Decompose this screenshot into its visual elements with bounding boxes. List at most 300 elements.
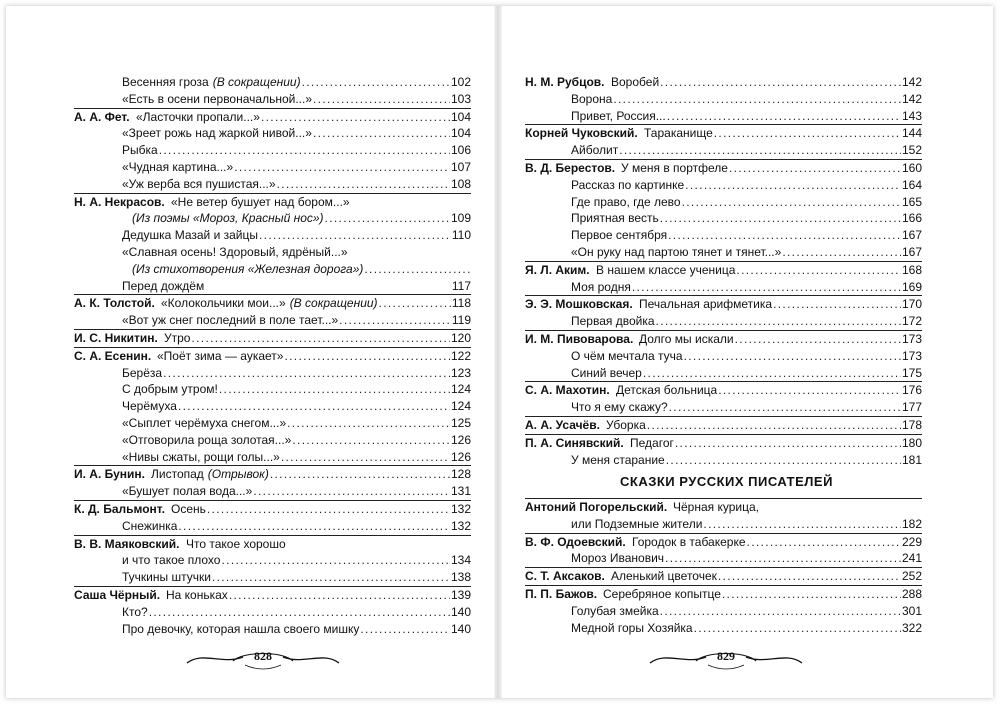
toc-page-number: 180: [901, 435, 922, 450]
toc-page-number: 165: [901, 194, 922, 209]
dot-leader: [718, 568, 901, 585]
toc-title: «Вот уж снег последний в поле тает...»: [122, 313, 339, 328]
toc-title: Мороз Иванович: [571, 551, 665, 566]
toc-author: Корней Чуковский.: [525, 126, 638, 141]
toc-row: [525, 416, 922, 434]
dot-leader: [234, 159, 450, 176]
dot-leader: [718, 382, 901, 399]
dot-leader: [735, 331, 901, 348]
toc-entry: [122, 227, 471, 244]
toc-author: Антоний Погорельский.: [525, 500, 668, 514]
toc-row: [74, 193, 471, 211]
toc-page-number: 104: [450, 109, 471, 124]
left-folio: [183, 643, 343, 671]
toc-entry: [122, 483, 471, 500]
dot-leader: [682, 194, 901, 211]
dot-leader: [302, 74, 450, 91]
toc-title: «Уж верба вся пушистая...»: [122, 176, 276, 191]
toc-author: В. Ф. Одоевский.: [525, 534, 626, 549]
toc-entry: [673, 499, 922, 516]
toc-entry: [122, 415, 471, 432]
toc-author: С. Т. Аксаков.: [525, 569, 605, 584]
toc-row: [525, 550, 922, 567]
toc-page-number: 164: [901, 177, 922, 192]
toc-author: К. Д. Бальмонт.: [74, 501, 165, 516]
dot-leader: [668, 227, 901, 244]
toc-title: «Отговорила роща золотая...»: [122, 432, 292, 447]
toc-row: [74, 312, 471, 329]
dot-leader: [643, 365, 901, 382]
toc-title: «Есть в осени первоначальной...»: [122, 91, 313, 106]
toc-title: Тучкины штучки: [122, 570, 211, 585]
dot-leader: [364, 261, 470, 278]
toc-title: «Колокольчики мои...»: [161, 296, 286, 311]
toc-row: [74, 381, 471, 398]
toc-page-number: 117: [451, 278, 471, 293]
toc-author: В. Д. Берестов.: [525, 160, 616, 175]
dot-leader: [613, 91, 901, 108]
toc-author: Н. М. Рубцов.: [525, 75, 605, 89]
toc-title: (Из поэмы «Мороз, Красный нос»): [132, 211, 324, 226]
dot-leader: [212, 569, 450, 586]
toc-title: Печальная арифметика: [639, 297, 773, 312]
toc-page-number: 177: [901, 400, 922, 415]
toc-title: В нашем классе ученица: [596, 262, 736, 277]
toc-entry: [611, 568, 922, 585]
toc-entry: [122, 74, 471, 91]
toc-row: [525, 330, 922, 348]
toc-entry: [632, 534, 922, 551]
dot-leader: [722, 586, 901, 603]
toc-row: [74, 329, 471, 347]
toc-title: «Нивы сжаты, рощи голы...»: [122, 449, 280, 464]
dot-leader: [729, 160, 901, 177]
toc-row: [74, 347, 471, 365]
toc-row: [525, 348, 922, 365]
toc-title: Что я ему скажу?: [571, 400, 668, 415]
toc-title: Осень: [171, 501, 206, 516]
dot-leader: [163, 365, 450, 382]
toc-page-number: 322: [901, 620, 922, 635]
toc-title: Детская больница: [616, 383, 718, 398]
toc-title: «Славная осень! Здоровый, ядрёный...»: [122, 244, 348, 259]
toc-title: Долго мы искали: [639, 331, 734, 346]
toc-page-number: 110: [451, 228, 471, 243]
toc-entry: [122, 381, 471, 398]
toc-author: С. А. Есенин.: [74, 348, 152, 363]
toc-row: [74, 261, 471, 278]
toc-title: «Не ветер бушует над бором...»: [171, 194, 350, 209]
toc-entry: [571, 227, 922, 244]
dot-leader: [666, 452, 901, 469]
toc-row: [74, 91, 471, 108]
toc-page-number: 123: [450, 365, 471, 380]
toc-row: [74, 365, 471, 382]
toc-page-number: 124: [450, 382, 471, 397]
toc-entry: [596, 262, 922, 279]
toc-row: [74, 142, 471, 159]
toc-title: Медной горы Хозяйка: [571, 620, 693, 635]
dot-leader: [178, 518, 450, 535]
toc-page-number: 138: [450, 570, 471, 585]
toc-row: [74, 176, 471, 193]
dot-leader: [313, 91, 450, 108]
toc-row: [525, 227, 922, 244]
toc-row: [525, 452, 922, 469]
dot-leader: [747, 534, 901, 551]
toc-entry: [122, 125, 471, 142]
toc-title: «Он руку над партою тянет и тянет...»: [571, 244, 782, 259]
dot-leader: [685, 177, 901, 194]
toc-page-number: 125: [450, 415, 471, 430]
toc-row: [74, 604, 471, 621]
toc-author: Я. Л. Аким.: [525, 262, 590, 277]
toc-title: Воробей: [611, 75, 660, 89]
toc-title: У меня старание: [571, 452, 665, 467]
toc-entry: [571, 399, 922, 416]
toc-page-number: 103: [450, 91, 471, 106]
toc-title: Что такое хорошо: [186, 536, 286, 551]
toc-entry: [132, 210, 471, 227]
toc-entry: [571, 244, 922, 261]
toc-page-number: 167: [901, 244, 922, 259]
toc-row: [74, 518, 471, 535]
toc-entry: [122, 159, 471, 176]
toc-entry: [171, 194, 471, 211]
toc-page-number: 142: [901, 91, 922, 106]
toc-page-number: 122: [450, 348, 471, 363]
toc-title: «Сыплет черёмуха снегом...»: [122, 415, 287, 430]
toc-title: «Бушует полая вода...»: [122, 484, 253, 499]
toc-title: Рыбка: [122, 143, 158, 158]
toc-page-number: 108: [450, 176, 471, 191]
right-page-toc-fairy-tales: [525, 498, 922, 636]
toc-entry: [639, 296, 922, 313]
toc-entry: [621, 160, 922, 177]
toc-row: [74, 125, 471, 142]
dot-leader: [287, 415, 450, 432]
toc-entry: [122, 312, 471, 329]
dot-leader: [694, 620, 901, 637]
toc-entry: [571, 279, 922, 296]
toc-author: И. М. Пивоварова.: [525, 331, 634, 346]
toc-row: [525, 159, 922, 177]
toc-entry: [603, 586, 922, 603]
toc-row: [525, 91, 922, 108]
left-page-toc: [74, 74, 471, 637]
toc-entry: [151, 466, 471, 483]
toc-title: Черёмуха: [122, 399, 177, 414]
toc-page-number: 229: [901, 534, 922, 549]
toc-row: [74, 449, 471, 466]
toc-entry: [571, 620, 922, 637]
toc-page-number: 173: [901, 331, 922, 346]
toc-title: О чём мечтала туча: [571, 348, 683, 363]
toc-title: Привет, Россия...: [571, 108, 666, 123]
toc-entry: [616, 382, 922, 399]
toc-row: [525, 279, 922, 296]
toc-entry: [122, 91, 471, 108]
toc-entry: [132, 261, 471, 278]
toc-page-number: 166: [901, 211, 922, 226]
toc-title: «Зреет рожь над жаркой нивой...»: [122, 126, 312, 141]
dot-leader: [714, 125, 901, 142]
toc-row: [74, 483, 471, 500]
toc-row: [74, 500, 471, 518]
toc-title: Моя родня: [571, 279, 631, 294]
toc-row: [525, 194, 922, 211]
toc-author: П. П. Бажов.: [525, 586, 598, 601]
dot-leader: [261, 109, 450, 126]
toc-entry: [171, 501, 471, 518]
toc-entry: [571, 177, 922, 194]
toc-page-number: 173: [901, 348, 922, 363]
toc-entry: [122, 518, 471, 535]
toc-page-number: 144: [901, 126, 922, 141]
toc-entry: [611, 74, 922, 91]
toc-page-number: 169: [901, 279, 922, 294]
toc-entry: [122, 604, 471, 621]
toc-page-number: 252: [901, 569, 922, 584]
toc-page-number: 140: [450, 604, 471, 619]
toc-title: Приятная весть: [571, 211, 659, 226]
dot-leader: [159, 142, 450, 159]
toc-title: Айболит: [571, 143, 619, 158]
toc-entry: [122, 552, 471, 569]
toc-entry: [122, 398, 471, 415]
dot-leader: [149, 604, 450, 621]
toc-row: [74, 227, 471, 244]
toc-row: [74, 552, 471, 569]
dot-leader: [675, 435, 901, 452]
toc-page-number: 119: [451, 313, 471, 328]
toc-page-number: 118: [451, 296, 471, 311]
dot-leader: [360, 621, 450, 638]
toc-author: А. А. Усачёв.: [525, 417, 600, 432]
toc-page-number: 120: [450, 330, 471, 345]
toc-entry: [630, 435, 922, 452]
toc-row: [525, 365, 922, 382]
toc-title: Синий вечер: [571, 365, 642, 380]
toc-author: А. К. Толстой.: [74, 296, 155, 311]
toc-row: [525, 74, 922, 91]
toc-entry: [157, 348, 471, 365]
toc-author: П. А. Синявский.: [525, 435, 624, 450]
toc-row: [74, 244, 471, 261]
toc-entry: [644, 125, 922, 142]
toc-row: [525, 244, 922, 261]
toc-entry: [122, 432, 471, 449]
dot-leader: [219, 381, 450, 398]
toc-author: А. А. Фет.: [74, 109, 130, 124]
dot-leader: [339, 312, 451, 329]
toc-row: [74, 586, 471, 604]
toc-page-number: 241: [901, 551, 922, 566]
toc-row: [74, 415, 471, 432]
toc-title: Перед дождём: [122, 278, 205, 293]
toc-author: Э. Э. Мошковская.: [525, 297, 633, 312]
toc-page-number: 109: [450, 211, 471, 226]
toc-entry: [606, 417, 922, 434]
toc-entry: [571, 365, 922, 382]
toc-row: [525, 177, 922, 194]
toc-page-number: 172: [901, 314, 922, 329]
toc-page-number: 132: [450, 501, 471, 516]
dot-leader: [207, 501, 450, 518]
toc-title: Первая двойка: [571, 314, 655, 329]
dot-leader: [229, 587, 450, 604]
toc-row: [74, 621, 471, 638]
toc-entry: [571, 194, 922, 211]
toc-row: [525, 381, 922, 399]
toc-entry: [122, 176, 471, 193]
toc-entry: [136, 109, 471, 126]
dot-leader: [660, 74, 901, 91]
toc-page-number: 104: [450, 126, 471, 141]
dot-leader: [736, 262, 901, 279]
toc-page-number: 288: [901, 586, 922, 601]
right-folio: [646, 643, 806, 671]
toc-title: Снежинка: [122, 518, 178, 533]
dot-leader: [270, 466, 450, 483]
toc-row: [525, 603, 922, 620]
toc-page-number: 107: [450, 159, 471, 174]
toc-row: [525, 108, 922, 125]
toc-row: [525, 142, 922, 159]
toc-title: Где право, где лево: [571, 194, 681, 209]
toc-entry: [571, 142, 922, 159]
dot-leader: [619, 142, 901, 159]
toc-title: Голубая змейка: [571, 603, 659, 618]
toc-page-number: 134: [450, 553, 471, 568]
toc-page-number: 126: [450, 432, 471, 447]
dot-leader: [253, 483, 450, 500]
dot-leader: [379, 295, 451, 312]
toc-row: [525, 498, 922, 516]
toc-row: [74, 465, 471, 483]
toc-row: [525, 210, 922, 227]
toc-entry: [571, 516, 922, 533]
toc-page-number: 301: [901, 603, 922, 618]
dot-leader: [178, 398, 450, 415]
toc-title: и что такое плохо: [122, 553, 221, 568]
toc-title: Тараканище: [644, 126, 713, 141]
dot-leader: [313, 125, 450, 142]
toc-row: [74, 159, 471, 176]
toc-title: Серебряное копытце: [603, 586, 721, 601]
toc-page-number: 178: [901, 417, 922, 432]
toc-row: [74, 294, 471, 312]
dot-leader: [325, 210, 450, 227]
toc-page-number: 175: [901, 365, 922, 380]
toc-entry: [571, 313, 922, 330]
toc-author: Н. А. Некрасов.: [74, 194, 165, 209]
right-page-number: 829: [717, 649, 735, 663]
section-heading: СКАЗКИ РУССКИХ ПИСАТЕЛЕЙ: [620, 474, 833, 489]
toc-row: [74, 535, 471, 553]
toc-entry: [122, 621, 471, 638]
toc-title: Аленький цветочек: [611, 569, 717, 584]
toc-note: (В сокращении): [289, 296, 378, 311]
toc-title: Дедушка Мазай и зайцы: [122, 228, 258, 243]
dot-leader: [667, 108, 901, 125]
toc-entry: [164, 330, 471, 347]
dot-leader: [281, 449, 450, 466]
toc-entry: [571, 91, 922, 108]
toc-author: В. В. Маяковский.: [74, 536, 180, 551]
toc-row: [525, 585, 922, 603]
toc-author: С. А. Махотин.: [525, 383, 610, 398]
toc-note: (В сокращении): [212, 75, 301, 89]
toc-page-number: 132: [450, 518, 471, 533]
toc-row: [74, 432, 471, 449]
toc-row: [525, 516, 922, 533]
toc-title: Ворона: [571, 91, 613, 106]
toc-page-number: 128: [450, 467, 471, 482]
toc-title: На коньках: [166, 587, 228, 602]
dot-leader: [632, 279, 901, 296]
toc-title: или Подземные жители: [571, 516, 703, 531]
toc-page-number: 131: [450, 484, 471, 499]
toc-entry: [122, 244, 471, 261]
toc-page-number: 142: [901, 75, 922, 89]
toc-title: Городок в табакерке: [632, 534, 746, 549]
toc-title: Берёза: [122, 365, 163, 380]
dot-leader: [284, 348, 450, 365]
toc-page-number: 139: [450, 587, 471, 602]
toc-row: [525, 124, 922, 142]
toc-title: Первое сентября: [571, 228, 668, 243]
toc-entry: [122, 278, 471, 295]
toc-row: [525, 295, 922, 313]
toc-row: [74, 569, 471, 586]
toc-row: [74, 74, 471, 91]
toc-title: Про девочку, которая нашла своего мишку: [122, 621, 360, 636]
toc-title: Листопад: [151, 467, 204, 482]
toc-page-number: 143: [901, 108, 922, 123]
toc-title: Педагог: [630, 435, 674, 450]
toc-row: [74, 210, 471, 227]
dot-leader: [669, 399, 901, 416]
toc-title: Утро: [164, 330, 191, 345]
toc-page-number: 167: [901, 228, 922, 243]
dot-leader: [647, 417, 901, 434]
dot-leader: [660, 603, 901, 620]
toc-page-number: 152: [901, 143, 922, 158]
toc-title: С добрым утром!: [122, 382, 218, 397]
toc-title: «Ласточки пропали...»: [136, 109, 260, 124]
toc-title: (Из стихотворения «Железная дорога»): [132, 261, 364, 276]
toc-author: Саша Чёрный.: [74, 587, 161, 602]
toc-entry: [122, 142, 471, 159]
toc-page-number: 182: [901, 516, 922, 531]
toc-page-number: 160: [901, 160, 922, 175]
toc-title: Уборка: [606, 417, 646, 432]
toc-entry: [639, 331, 922, 348]
toc-title: «Чудная картина...»: [122, 159, 234, 174]
left-page-number: 828: [254, 649, 272, 663]
toc-row: [74, 278, 471, 295]
toc-entry: [571, 603, 922, 620]
toc-title: «Поёт зима — аукает»: [157, 348, 284, 363]
toc-author: И. С. Никитин.: [74, 330, 158, 345]
toc-title: Весенняя гроза: [122, 75, 209, 89]
toc-page-number: 124: [450, 399, 471, 414]
toc-entry: [186, 536, 471, 553]
toc-title: Кто?: [122, 604, 148, 619]
dot-leader: [684, 348, 901, 365]
toc-author: И. А. Бунин.: [74, 467, 145, 482]
